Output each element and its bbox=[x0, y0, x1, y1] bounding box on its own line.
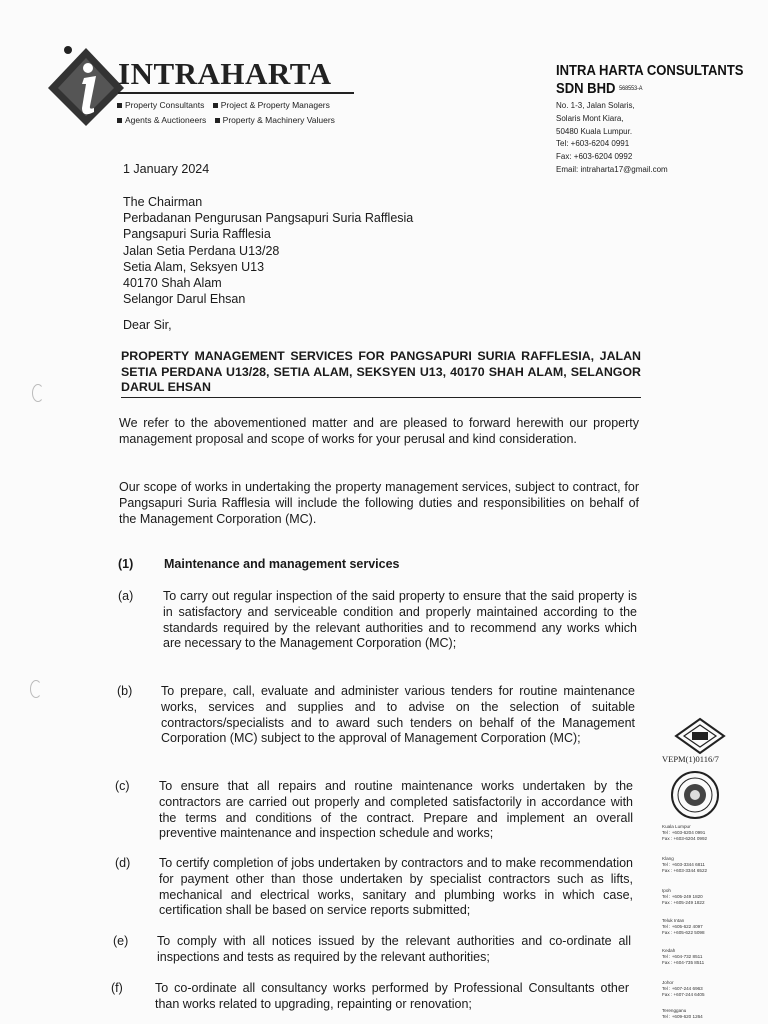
section-number: (1) bbox=[118, 557, 134, 571]
salutation: Dear Sir, bbox=[123, 318, 172, 332]
tagline-item: Agents & Auctioneers bbox=[125, 115, 207, 125]
intraharta-logo-icon bbox=[44, 44, 128, 128]
tagline-item: Project & Property Managers bbox=[220, 100, 330, 110]
list-item-label: (a) bbox=[118, 589, 134, 603]
punch-hole-mark bbox=[32, 384, 44, 402]
branch-contact: Klang Tel : +603-3344 6811 Fax : +603-3344 6522 bbox=[662, 856, 708, 873]
subject-line: PROPERTY MANAGEMENT SERVICES FOR PANGSAPURI SURIA RAFFLESIA, JALAN SETIA PERDANA U13/28, SETIA ALAM, SEKSYEN U13, 40170 SHAH ALAM, SELANGOR DARUL EHSAN bbox=[121, 349, 641, 395]
tagline-item: Property Consultants bbox=[125, 100, 205, 110]
list-item-label: (e) bbox=[113, 934, 129, 948]
branch-contact: Terengganu Tel : +609-620 1264 bbox=[662, 1008, 703, 1019]
list-item-label: (c) bbox=[115, 779, 130, 793]
registration-number: VEPM(1)0116/7 bbox=[662, 754, 719, 764]
board-crest-icon bbox=[670, 770, 720, 820]
company-name bbox=[556, 62, 744, 98]
tagline-row-2 bbox=[117, 115, 341, 125]
list-item-label: (d) bbox=[115, 856, 131, 870]
paragraph-scope: Our scope of works in undertaking the property management services, subject to contract, for Pangsapuri Suria Rafflesia will include the following duties and responsibilities on behalf of the Management Corporation (MC). bbox=[119, 480, 639, 526]
company-address: No. 1-3, Jalan Solaris, Solaris Mont Kiara, 50480 Kuala Lumpur. Tel: +603-6204 0991 Fax: +603-6204 0992 Email: intraharta17@gmail.com bbox=[556, 101, 668, 174]
brand-name: INTRAHARTA bbox=[118, 56, 332, 91]
subject-underline bbox=[121, 397, 641, 398]
tagline-item: Property & Machinery Valuers bbox=[222, 115, 335, 125]
letter-date: 1 January 2024 bbox=[123, 162, 210, 176]
tagline-row-1 bbox=[117, 100, 336, 110]
company-name-line-2: SDN BHD bbox=[556, 81, 616, 97]
list-item: To comply with all notices issued by the relevant authorities and co-ordinate all inspections and tests as required by the relevant authorities; bbox=[157, 934, 631, 964]
branch-contact: Kedah Tel : +604-732 8511 Fax : +604-735 8511 bbox=[662, 948, 705, 965]
branch-contact: Ipoh Tel : +605-249 1820 Fax : +605-249 1822 bbox=[662, 888, 705, 905]
branch-contact: Kuala Lumpur Tel : +603-6204 0991 Fax : +603-6204 0992 bbox=[662, 824, 708, 841]
punch-hole-mark bbox=[30, 680, 42, 698]
branch-contact: Johor Tel : +607-244 6963 Fax : +607-244 6405 bbox=[662, 980, 705, 997]
list-item-label: (b) bbox=[117, 684, 133, 698]
list-item: To co-ordinate all consultancy works performed by Professional Consultants other than works related to upgrading, repainting or renovation; bbox=[155, 981, 629, 1011]
company-reg-no: 568553-A bbox=[619, 86, 643, 93]
recipient-address: The Chairman Perbadanan Pengurusan Pangsapuri Suria Rafflesia Pangsapuri Suria Rafflesia Jalan Setia Perdana U13/28 Setia Alam, Seksyen U13 40170 Shah Alam Selangor Darul Ehsan bbox=[123, 195, 414, 307]
list-item: To ensure that all repairs and routine maintenance works undertaken by the contractors are carried out properly and completed satisfactorily in accordance with the terms and conditions of the contract. Prepare and implement an overall preventive maintenance and inspection schedule and works; bbox=[159, 779, 633, 841]
brand-underline bbox=[118, 92, 354, 94]
list-item: To carry out regular inspection of the said property to ensure that the said property is in satisfactory and serviceable condition and properly maintained according to the standards required by the relevant authorities and to recommend any works which are necessary to the Management Corporation (MC); bbox=[163, 589, 637, 651]
branch-contact: Teluk Intan Tel : +605-622 4097 Fax : +605-622 5098 bbox=[662, 918, 705, 935]
list-item-label: (f) bbox=[111, 981, 123, 995]
accreditation-seal-icon bbox=[672, 716, 728, 756]
list-item: To prepare, call, evaluate and administer various tenders for routine maintenance works, services and supplies and to advise on the selection of suitable contractors/specialists and to award such tenders on behalf of the Management Corporation (MC) subject to the approval of Management Corporation (MC); bbox=[161, 684, 635, 746]
company-name-line-1: INTRA HARTA CONSULTANTS bbox=[556, 63, 744, 79]
list-item: To certify completion of jobs undertaken by contractors and to make recommendation for payment other than those undertaken by specialist contractors such as lifts, mechanical and electrical works, sanitary and plumbing works in which case, certification shall be based on service reports submitted; bbox=[159, 856, 633, 918]
section-title: Maintenance and management services bbox=[164, 557, 400, 571]
paragraph-intro: We refer to the abovementioned matter and are pleased to forward herewith our property management proposal and scope of works for your perusal and kind consideration. bbox=[119, 416, 639, 446]
